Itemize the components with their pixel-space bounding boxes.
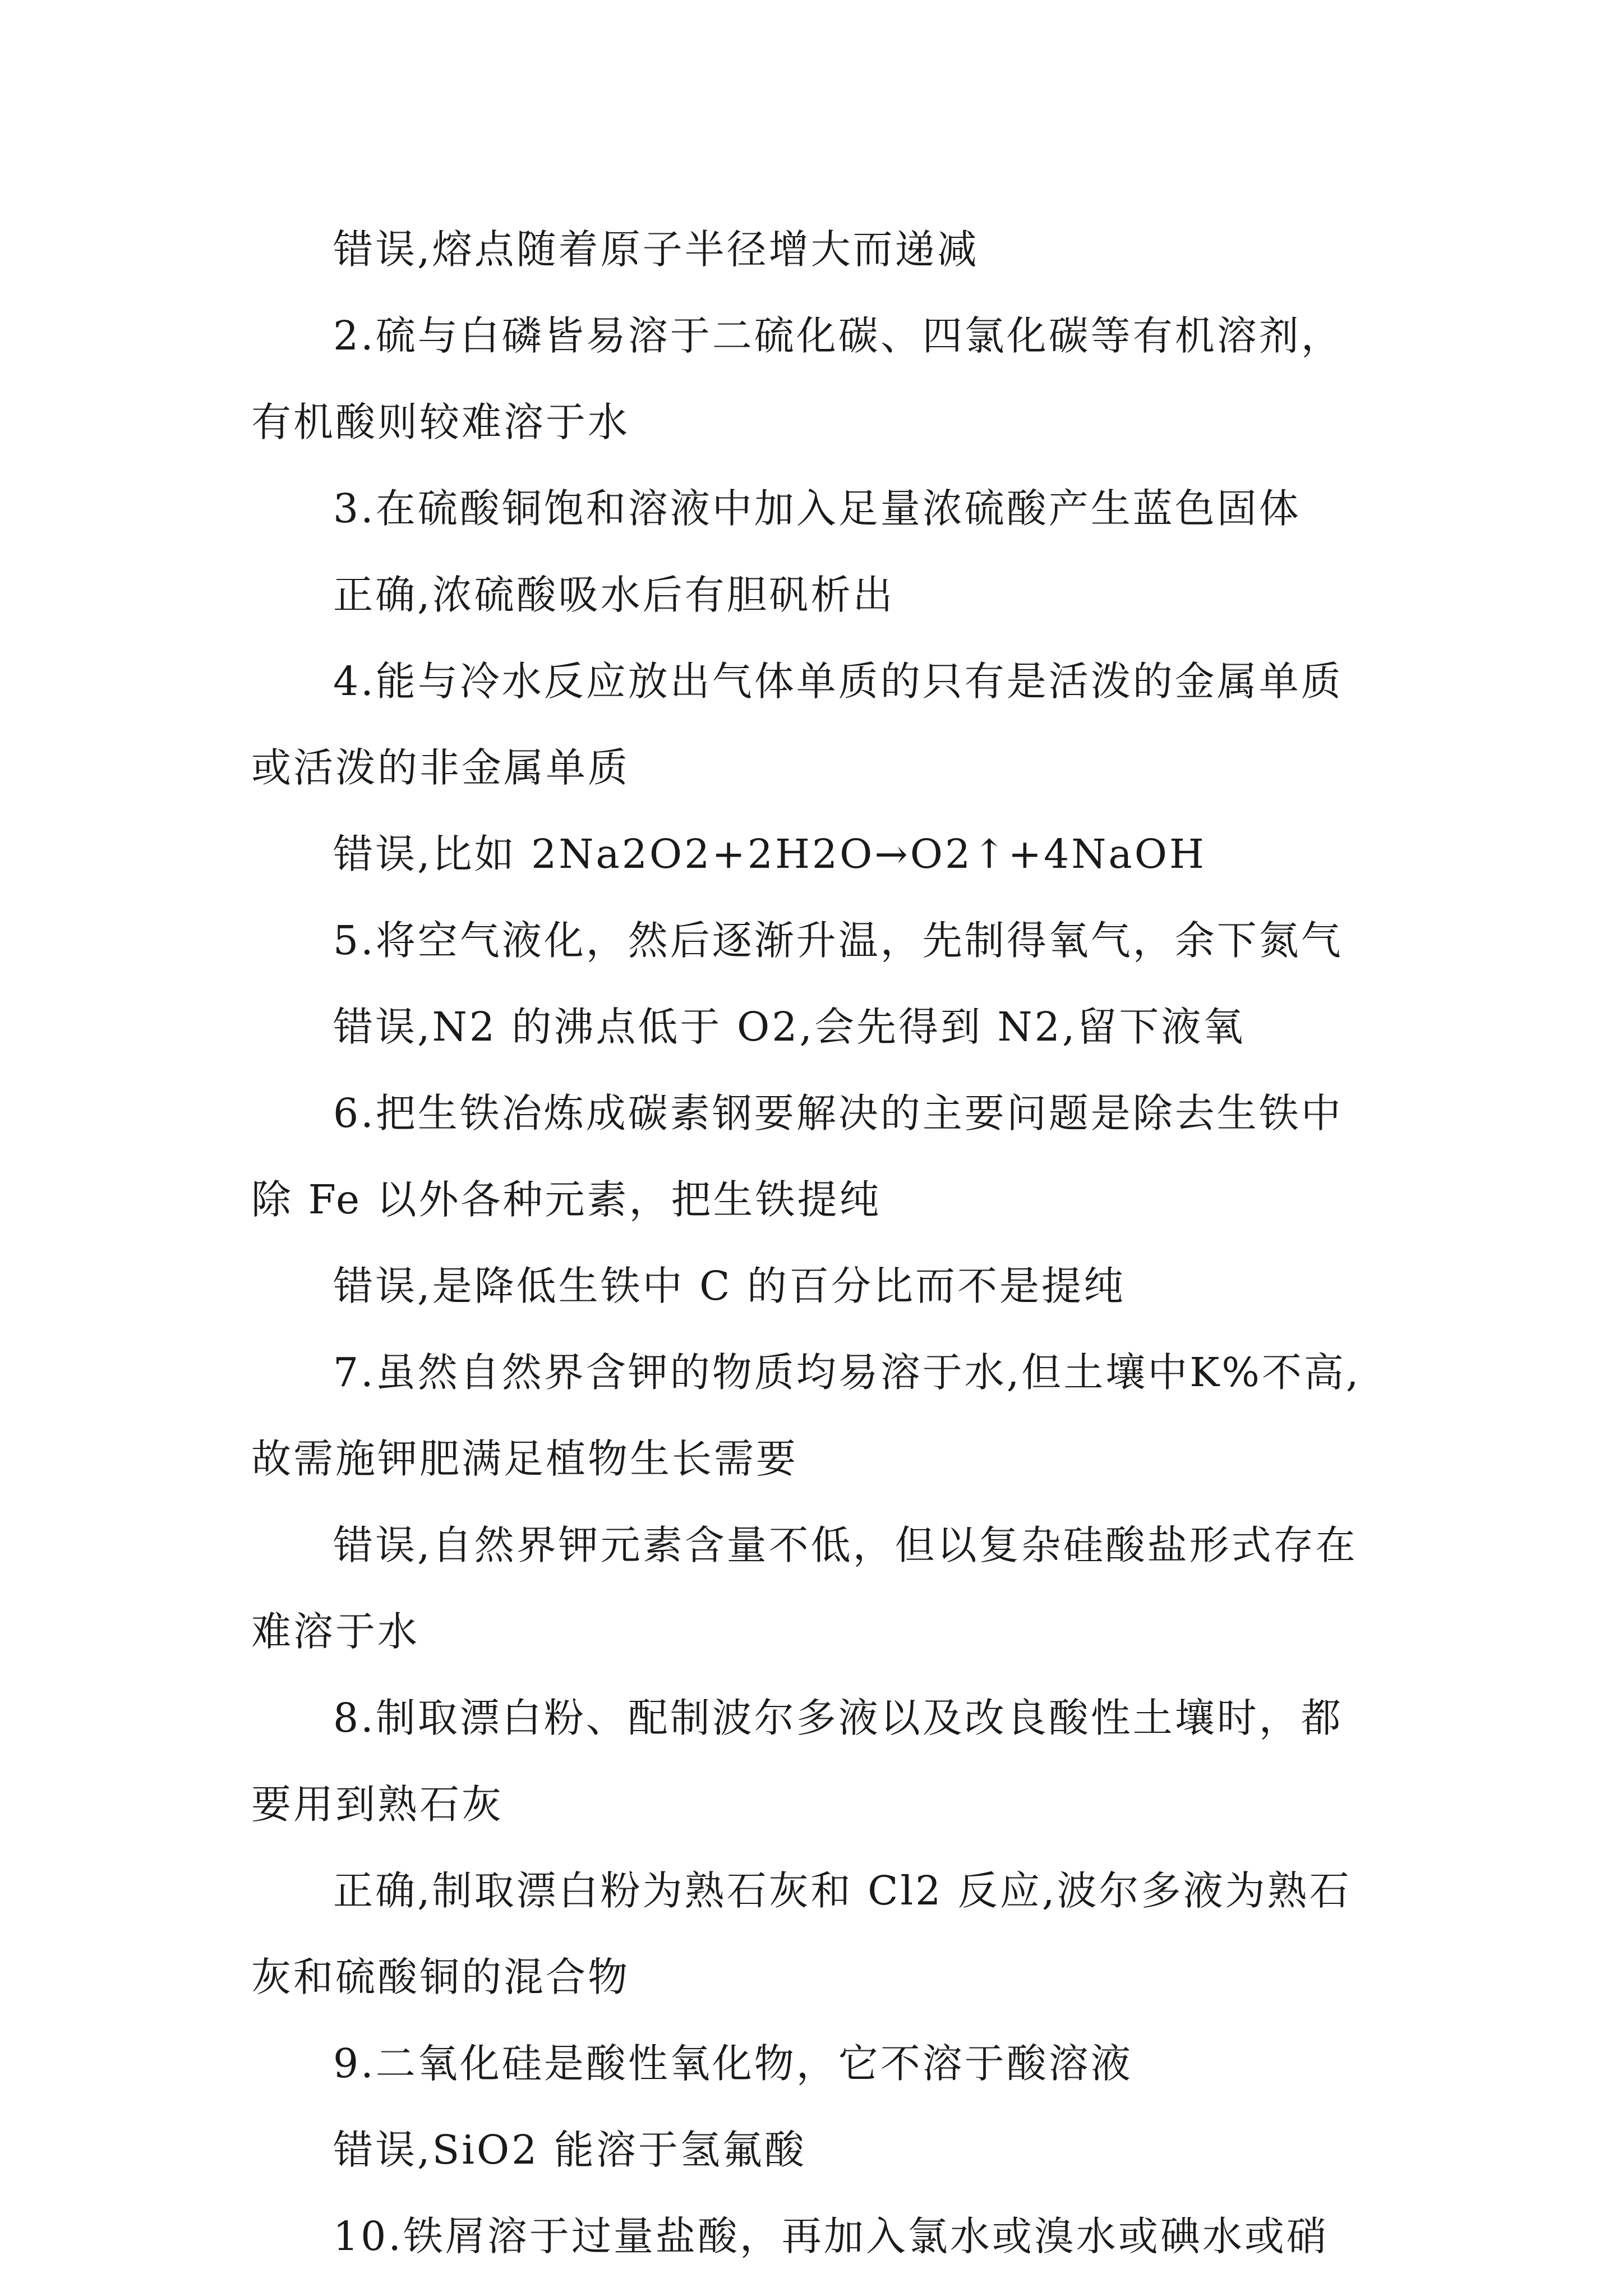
paragraph-10: 错误,是降低生铁中 C 的百分比而不是提纯 — [333, 1263, 1126, 1309]
paragraph-1: 错误,熔点随着原子半径增大而递减 — [333, 226, 979, 273]
paragraph-2: 2.硫与白磷皆易溶于二硫化碳、四氯化碳等有机溶剂，有机酸则较难溶于水 — [251, 312, 1343, 445]
document-body — [251, 206, 1378, 2280]
paragraph-12: 错误,自然界钾元素含量不低，但以复杂硅酸盐形式存在难溶于水 — [251, 1522, 1358, 1655]
paragraph-8: 错误,N2 的沸点低于 O2,会先得到 N2,留下液氧 — [333, 1004, 1246, 1050]
paragraph-6: 错误,比如 2Na2O2+2H2O→O2↑+4NaOH — [333, 831, 1206, 877]
paragraph-5: 4.能与冷水反应放出气体单质的只有是活泼的金属单质或活泼的非金属单质 — [251, 658, 1343, 791]
paragraph-11: 7.虽然自然界含钾的物质均易溶于水,但土壤中K%不高,故需施钾肥满足植物生长需要 — [251, 1349, 1361, 1482]
paragraph-14: 正确,制取漂白粉为熟石灰和 Cl2 反应,波尔多液为熟石灰和硫酸铜的混合物 — [251, 1867, 1352, 2000]
paragraph-4: 正确,浓硫酸吸水后有胆矾析出 — [333, 572, 895, 618]
paragraph-17: 10.铁屑溶于过量盐酸，再加入氯水或溴水或碘水或硝 — [333, 2213, 1329, 2260]
paragraph-16: 错误,SiO2 能溶于氢氟酸 — [333, 2127, 806, 2173]
paragraph-7: 5.将空气液化，然后逐渐升温，先制得氧气，余下氮气 — [333, 917, 1343, 964]
paragraph-15: 9.二氧化硅是酸性氧化物，它不溶于酸溶液 — [333, 2040, 1133, 2087]
paragraph-9: 6.把生铁冶炼成碳素钢要解决的主要问题是除去生铁中除 Fe 以外各种元素，把生铁提纯 — [251, 1090, 1343, 1223]
paragraph-13: 8.制取漂白粉、配制波尔多液以及改良酸性土壤时，都要用到熟石灰 — [251, 1695, 1343, 1828]
paragraph-3: 3.在硫酸铜饱和溶液中加入足量浓硫酸产生蓝色固体 — [333, 485, 1301, 532]
